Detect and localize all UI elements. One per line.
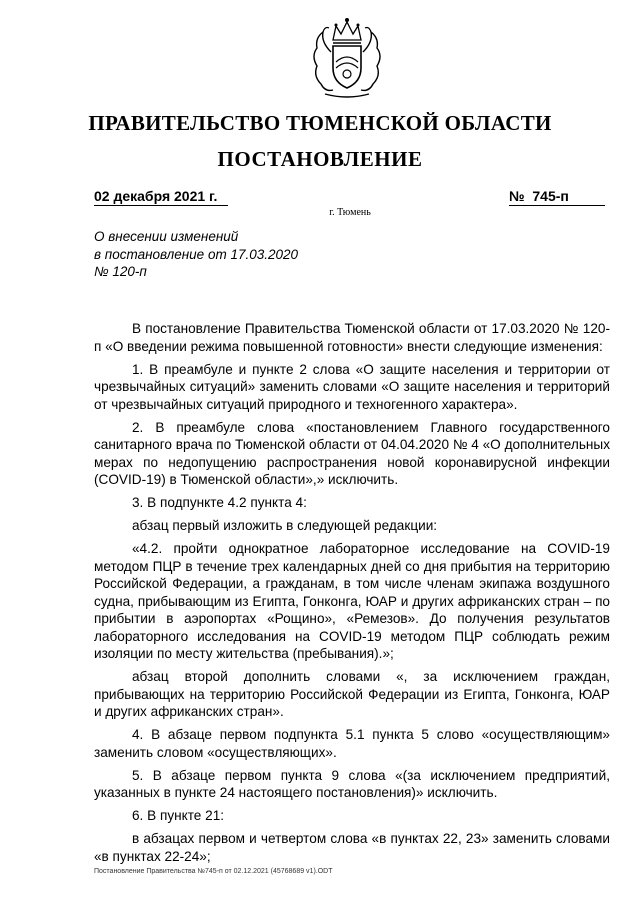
body-paragraph: 4. В абзаце первом подпункта 5.1 пункта 5 слово «осуществляющим» заменить словом «осуществляющих». (94, 727, 610, 760)
document-subject (94, 228, 394, 281)
body-paragraph: в абзацах первом и четвертом слова «в пунктах 22, 23» заменить словами «в пунктах 22-24»; (94, 831, 610, 864)
body-paragraph: 2. В преамбуле слова «постановлением Главного государственного санитарного врача по Тюменской области от 04.04.2020 № 4 «О дополнительных мерах по недопущению распространения новой коронавирусной инфекции (COVID-19) в Тюменской области»,» исключить. (94, 419, 610, 487)
document-number: № 745-п (509, 187, 605, 206)
body-paragraph: абзац второй дополнить словами «, за исключением граждан, прибывающих на территорию Российской Федерации из Египта, Гонконга, ЮАР и других африканских стран». (94, 669, 610, 719)
document-city: г. Тюмень (329, 207, 371, 218)
body-paragraph: 5. В абзаце первом пункта 9 слова «(за исключением предприятий, указанных в пункте 24 настоящего постановления)» исключить. (94, 767, 610, 800)
document-date: 02 декабря 2021 г. (94, 187, 228, 206)
body-paragraph: 3. В подпункте 4.2 пункта 4: (132, 495, 307, 510)
subject-line: О внесении изменений (94, 229, 239, 244)
body-paragraph: В постановление Правительства Тюменской области от 17.03.2020 № 120-п «О введении режима повышенной готовности» внести следующие изменения: (94, 321, 610, 354)
subject-line: в постановление от 17.03.2020 (94, 246, 299, 262)
document-footer: Постановление Правительства №745-п от 02.12.2021 (45768689 v1).ODT (94, 868, 333, 875)
body-paragraph: «4.2. пройти однократное лабораторное исследование на COVID-19 методом ПЦР в течение трех календарных дней со дня прибытия на территорию Российской Федерации, а гражданам, в том числе членам экипажа воздушного судна, прибывающим из Египта, Гонконга, ЮАР и других африканских стран – по прибытии в аэропортах «Рощино», «Ремезов». До получения результатов лабораторного исследования на COVID-19 методом ПЦР соблюдать режим изоляции по месту жительства (пребывания).»; (94, 541, 610, 661)
coat-of-arms-icon (303, 12, 391, 100)
organization-title: ПРАВИТЕЛЬСТВО ТЮМЕНСКОЙ ОБЛАСТИ (88, 111, 552, 135)
document-body (94, 320, 610, 871)
body-paragraph: 6. В пункте 21: (132, 808, 225, 823)
body-paragraph: абзац первый изложить в следующей редакции: (132, 518, 438, 533)
subject-line: № 120-п (94, 264, 147, 279)
body-paragraph: 1. В преамбуле и пункте 2 слова «О защите населения и территории от чрезвычайных ситуаций» заменить словами «О защите населения и территорий от чрезвычайных ситуаций природного и техногенного характера». (94, 361, 610, 412)
document-type-title: ПОСТАНОВЛЕНИЕ (217, 147, 423, 171)
